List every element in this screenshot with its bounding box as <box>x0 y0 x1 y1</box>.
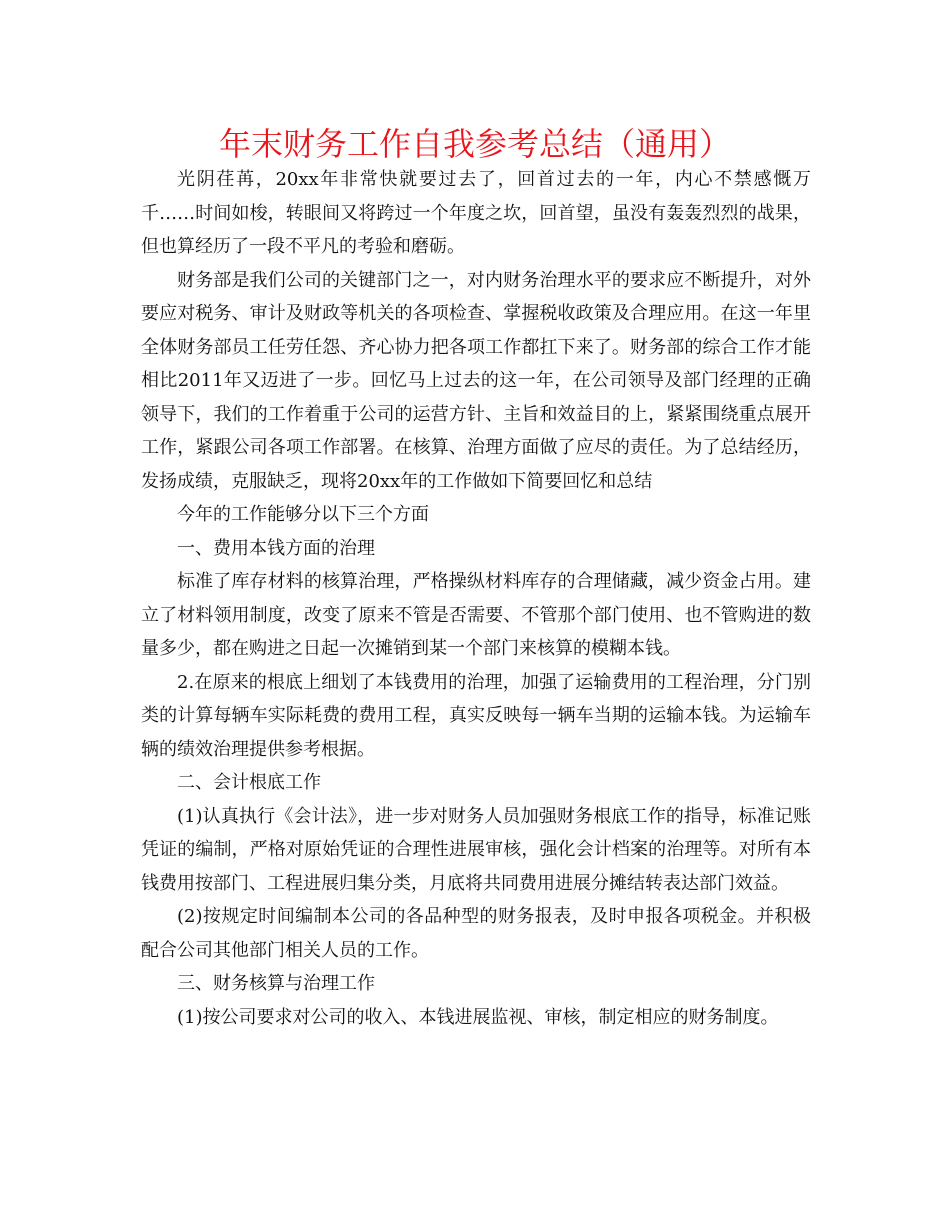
paragraph-inventory: 标准了库存材料的核算治理，严格操纵材料库存的合理储藏，减少资金占用。建立了材料领用制度，改变了原来不管是否需要、不管那个部门使用、也不管购进的数量多少，都在购进之日起一次摊销到某一个部门来核算的模糊本钱。 <box>141 571 811 659</box>
paragraph-supervision: (1)按公司要求对公司的收入、本钱进展监视、审核，制定相应的财务制度。 <box>177 1006 779 1028</box>
paragraph-department: 财务部是我们公司的关键部门之一，对内财务治理水平的要求应不断提升，对外要应对税务、审计及财政等机关的各项检查、掌握税收政策及合理应用。在这一年里全体财务部员工任劳任怨、齐心协力把各项工作都扛下来了。财务部的综合工作才能相比2011年又迈进了一步。回忆马上过去的这一年，在公司领导及部门经理的正确领导下，我们的工作着重于公司的运营方针、主旨和效益目的上，紧紧围绕重点展开工作，紧跟公司各项工作部署。在核算、治理方面做了应尽的责任。为了总结经历，发扬成绩，克服缺乏，现将20xx年的工作做如下简要回忆和总结 <box>141 269 811 492</box>
paragraph-intro: 光阴荏苒，20xx年非常快就要过去了，回首过去的一年，内心不禁感慨万千……时间如梭，转眼间又将跨过一个年度之坎，回首望，虽没有轰轰烈烈的战果，但也算经历了一段不平凡的考验和磨砺。 <box>141 169 811 257</box>
paragraph-financial-reports: (2)按规定时间编制本公司的各品种型的财务报表，及时申报各项税金。并积极配合公司其他部门相关人员的工作。 <box>141 906 811 961</box>
paragraph-transport-cost: 2.在原来的根底上细划了本钱费用的治理，加强了运输费用的工程治理，分门别类的计算每辆车实际耗费的费用工程，真实反映每一辆车当期的运输本钱。为运输车辆的绩效治理提供参考根据。 <box>141 671 811 760</box>
document-title: 年末财务工作自我参考总结（通用） <box>218 125 731 163</box>
section-heading-accounting: 二、会计根底工作 <box>177 772 321 793</box>
paragraph-three-aspects: 今年的工作能够分以下三个方面 <box>177 504 429 525</box>
section-heading-finance-management: 三、财务核算与治理工作 <box>177 973 375 994</box>
document-body <box>141 163 811 1034</box>
paragraph-accounting-law: (1)认真执行《会计法》，进一步对财务人员加强财务根底工作的指导，标准记账凭证的编制，严格对原始凭证的合理性进展审核，强化会计档案的治理等。对所有本钱费用按部门、工程进展归集分类，月底将共同费用进展分摊结转表达部门效益。 <box>141 805 811 894</box>
section-heading-cost: 一、费用本钱方面的治理 <box>177 537 375 559</box>
